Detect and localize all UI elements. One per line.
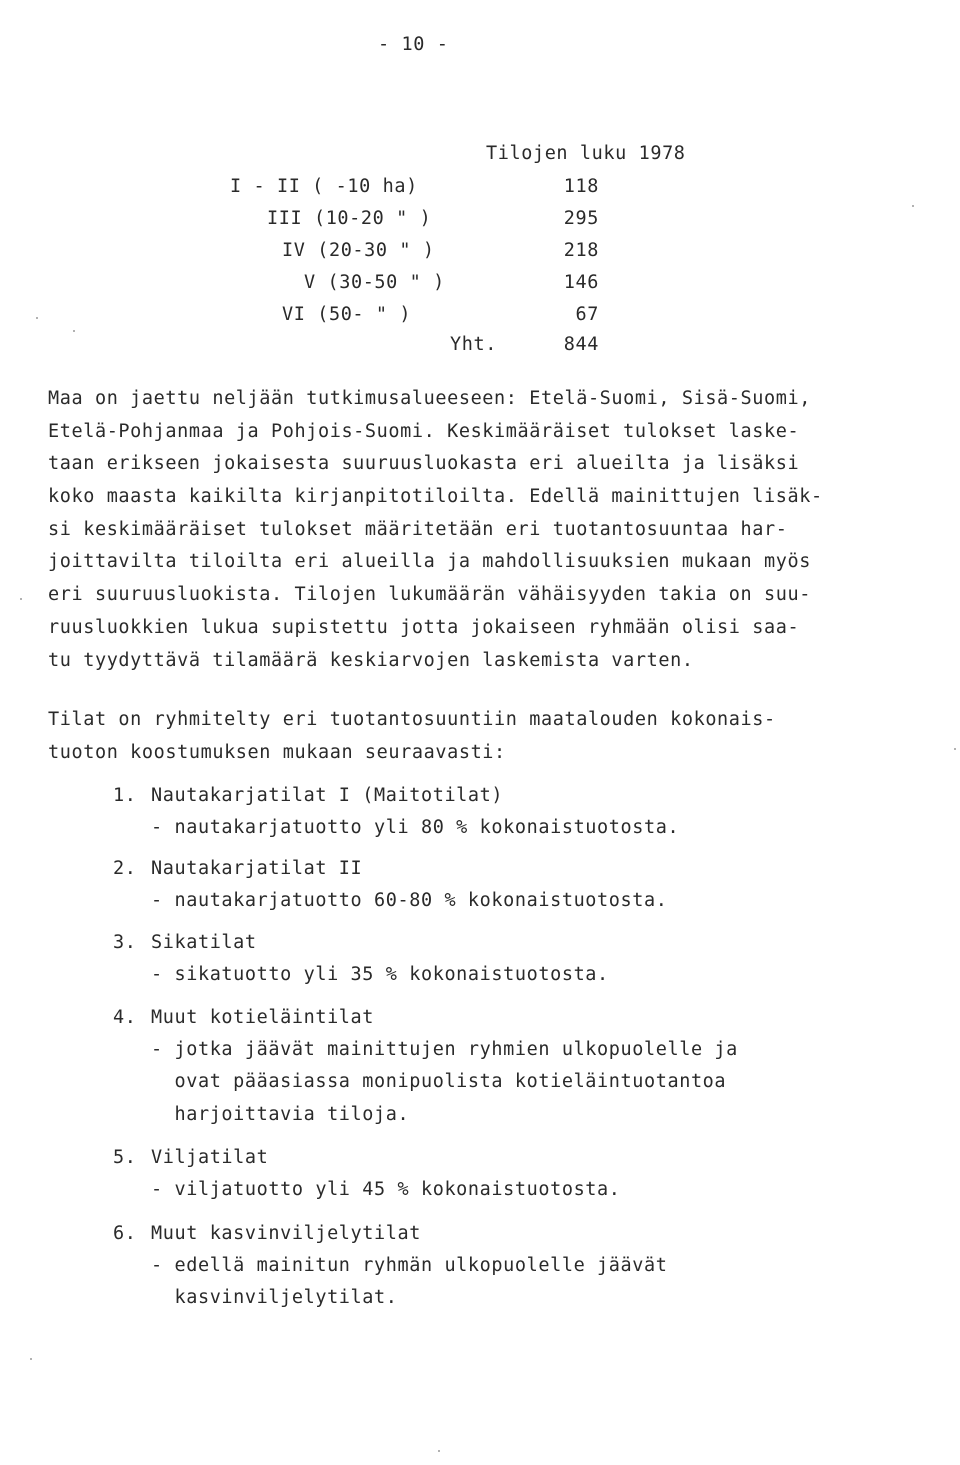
item-number: 2. <box>113 858 137 879</box>
grouping-intro-paragraph <box>48 704 908 769</box>
size-class-label: IV (20-30 " ) <box>282 240 435 261</box>
farm-count: 295 <box>563 208 599 229</box>
total-label: Yht. <box>450 334 497 355</box>
item-number: 4. <box>113 1007 137 1028</box>
scan-speck <box>36 317 38 319</box>
farm-count: 118 <box>563 176 599 197</box>
text-line: si keskimääräiset tulokset määritetään eri tuotantosuuntaa har- <box>48 518 788 540</box>
text-line: - edellä mainitun ryhmän ulkopuolelle jäävät <box>151 1255 668 1276</box>
text-line: Tilat on ryhmitelty eri tuotantosuuntiin maatalouden kokonais- <box>48 709 776 730</box>
item-number: 1. <box>113 785 137 806</box>
table-row <box>0 272 960 294</box>
table-row <box>0 176 960 198</box>
text-line: Etelä-Pohjanmaa ja Pohjois-Suomi. Keskimääräiset tulokset laske- <box>48 420 800 442</box>
scan-speck <box>954 748 956 750</box>
table-row <box>0 304 960 326</box>
item-description <box>151 959 609 991</box>
item-description <box>151 1250 667 1315</box>
item-title: Muut kasvinviljelytilat <box>151 1223 421 1244</box>
text-line: eri suuruusluokista. Tilojen lukumäärän vähäisyyden takia on suu- <box>48 584 811 606</box>
scan-speck <box>73 330 75 332</box>
text-line: - jotka jäävät mainittujen ryhmien ulkopuolelle ja <box>151 1039 738 1060</box>
item-title: Nautakarjatilat II <box>151 858 363 879</box>
text-line: joittavilta tiloilta eri alueilla ja mahdollisuuksien mukaan myös <box>48 551 811 573</box>
text-line: - nautakarjatuotto yli 80 % kokonaistuotosta. <box>151 817 680 838</box>
page-number: - 10 - <box>378 34 449 55</box>
text-line: - viljatuotto yli 45 % kokonaistuotosta. <box>151 1179 621 1200</box>
size-class-label: I - II ( -10 ha) <box>230 176 418 197</box>
scan-speck <box>438 1450 440 1452</box>
item-description <box>151 1034 738 1131</box>
size-class-label: VI (50- " ) <box>282 304 412 325</box>
text-line: Maa on jaettu neljään tutkimusalueeseen: Etelä-Suomi, Sisä-Suomi, <box>48 388 811 409</box>
scan-speck <box>20 598 22 600</box>
scan-speck <box>30 1358 32 1360</box>
item-title: Sikatilat <box>151 932 257 953</box>
text-line: kasvinviljelytilat. <box>151 1287 398 1309</box>
item-number: 3. <box>113 932 137 953</box>
item-number: 5. <box>113 1147 137 1168</box>
text-line: ovat pääasiassa monipuolista kotieläintuotantoa <box>151 1071 727 1093</box>
text-line: - nautakarjatuotto 60-80 % kokonaistuotosta. <box>151 890 668 911</box>
text-line: koko maasta kaikilta kirjanpitotiloilta. Edellä mainittujen lisäk- <box>48 486 823 508</box>
total-value: 844 <box>563 334 599 355</box>
text-line: ruusluokkien lukua supistettu jotta jokaiseen ryhmään olisi saa- <box>48 616 800 638</box>
farm-count: 218 <box>563 240 599 261</box>
table-row <box>0 208 960 230</box>
text-line: - sikatuotto yli 35 % kokonaistuotosta. <box>151 964 609 985</box>
table-row <box>0 240 960 262</box>
item-description <box>151 885 667 917</box>
text-line: taan erikseen jokaisesta suuruusluokasta eri alueilta ja lisäksi <box>48 453 800 475</box>
item-description <box>151 1174 621 1206</box>
text-line: harjoittavia tiloja. <box>151 1103 410 1125</box>
scan-speck <box>912 205 914 207</box>
item-number: 6. <box>113 1223 137 1244</box>
text-line: tuoton koostumuksen mukaan seuraavasti: <box>48 741 506 763</box>
size-class-label: V (30-50 " ) <box>304 272 445 293</box>
size-class-label: III (10-20 " ) <box>267 208 432 229</box>
text-line: tu tyydyttävä tilamäärä keskiarvojen laskemista varten. <box>48 649 694 671</box>
item-title: Muut kotieläintilat <box>151 1007 375 1028</box>
farm-count: 146 <box>563 272 599 293</box>
item-title: Viljatilat <box>151 1147 269 1168</box>
regions-paragraph <box>48 383 908 677</box>
table-header: Tilojen luku 1978 <box>486 143 686 164</box>
item-title: Nautakarjatilat I (Maitotilat) <box>151 785 504 806</box>
farm-count: 67 <box>575 304 599 325</box>
item-description <box>151 812 679 844</box>
